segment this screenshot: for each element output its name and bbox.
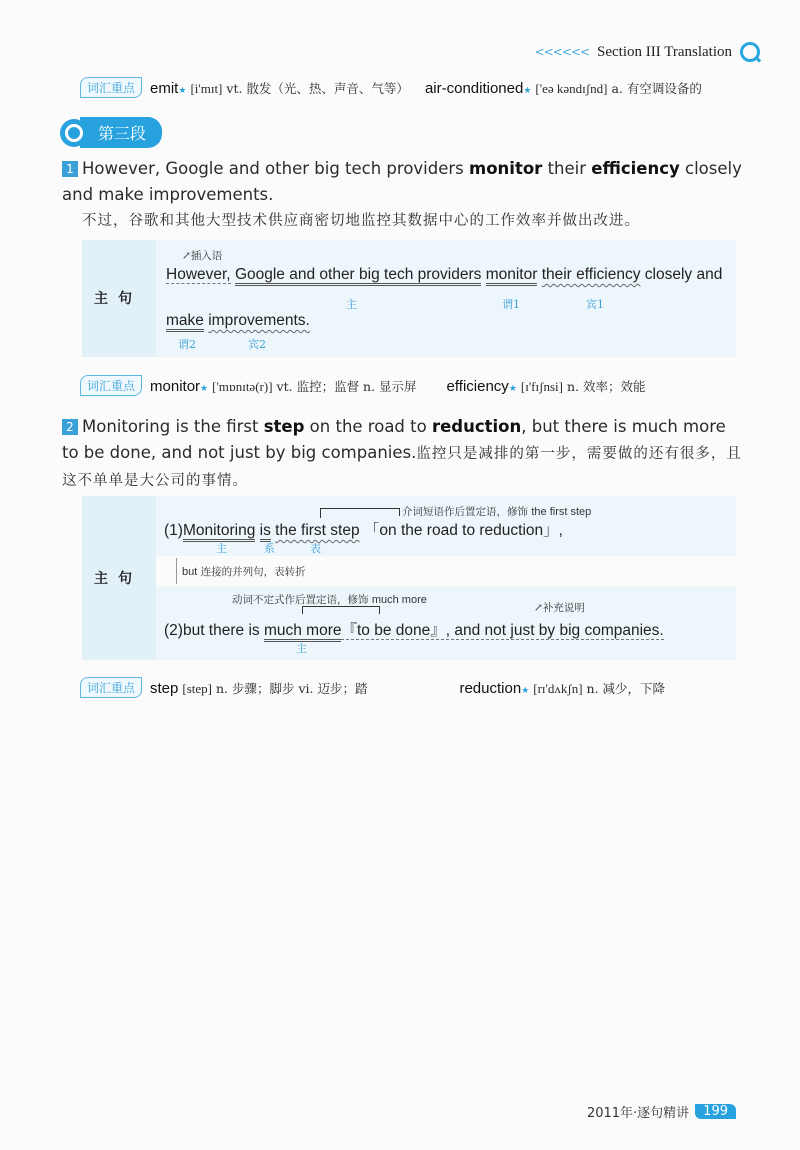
note-supplement: ↗补充说明 (534, 602, 585, 614)
analysis-verb: monitor (486, 266, 538, 286)
note-infinitive: 动词不定式作后置定语，修饰 much more (232, 594, 427, 606)
analysis-line-2 (166, 312, 310, 330)
section-badge-label: 第三段 (80, 117, 162, 148)
section-title: Section III Translation (597, 43, 732, 60)
analysis-verb: make (166, 312, 204, 332)
section-badge (60, 117, 162, 148)
keyword: monitor (469, 159, 543, 178)
analysis-predicative: the first step (275, 522, 360, 539)
vocab-tag: 词汇重点 (80, 375, 142, 396)
tag-verb-2: 谓2 (178, 338, 196, 351)
star-icon: ★ (521, 686, 530, 696)
analysis-linking-verb: is (260, 522, 271, 542)
vocab-phonetic: [i'mɪt] (190, 81, 223, 96)
sentence-text: closely and make improvements. (62, 159, 742, 204)
tag-verb-1: 谓1 (502, 298, 520, 311)
analysis-line-1 (164, 518, 563, 540)
analysis-text: 「on the road to reduction」, (363, 522, 563, 539)
clause-number: (1) (164, 522, 183, 539)
analysis-subject: much more (264, 622, 342, 642)
note-but: but 连接的并列句，表转折 (182, 566, 306, 578)
bracket-line (302, 606, 380, 614)
sentence-translation: 监控只是减排的第一步，需要做的还有很多，且这不单单是大公司的事情。 (62, 446, 742, 489)
sentence-text: However, Google and other big tech providers (82, 159, 470, 178)
tag-linking: 系 (264, 542, 275, 555)
arrows-icon: <<<<<< (534, 45, 589, 59)
tag-object-1: 宾1 (586, 298, 604, 311)
vocab-definition: n. 减少，下降 (586, 681, 666, 696)
vocab-phonetic: [rɪ'dʌkʃn] (533, 681, 583, 696)
vocab-row-top (80, 78, 702, 99)
insert-note: ↗插入语 (182, 250, 223, 262)
analysis-text: but there is (182, 622, 264, 639)
vocab-row-2 (80, 678, 665, 699)
page-number: 199 (695, 1104, 736, 1119)
vocab-phonetic: [ɪ'fɪʃnsi] (520, 379, 563, 394)
sentence-text: Monitoring is the first (82, 417, 264, 436)
sentence-translation: 不过，谷歌和其他大型技术供应商密切地监控其数据中心的工作效率并做出改进。 (82, 213, 640, 229)
sentence-text: their (542, 159, 592, 178)
bracket-line (320, 508, 400, 516)
analysis-box-1 (82, 240, 736, 357)
analysis-object: improvements. (208, 312, 310, 329)
divider-line (176, 558, 177, 584)
tag-subject: 主 (296, 642, 307, 655)
vocab-phonetic: ['mɒnɪtə(r)] (212, 379, 273, 394)
page-header (535, 42, 760, 62)
star-icon: ★ (200, 384, 209, 394)
sentence-text: on the road to (304, 417, 432, 436)
analysis-insert: However, (166, 266, 231, 283)
sentence-number: 1 (62, 161, 78, 177)
vocab-word: efficiency (446, 378, 509, 395)
vocab-definition: n. 效率；效能 (566, 379, 646, 394)
analysis-line-2 (164, 618, 664, 640)
analysis-object: their efficiency (541, 266, 641, 283)
bracket-arrow (320, 508, 321, 518)
vocab-word: emit (150, 80, 179, 97)
sentence-number: 2 (62, 419, 78, 435)
sentence-1 (62, 156, 742, 234)
analysis-subject: Monitoring (183, 522, 255, 542)
keyword: step (263, 417, 305, 436)
tag-object-2: 宾2 (248, 338, 266, 351)
keyword: efficiency (591, 159, 680, 178)
analysis-box-2 (82, 496, 736, 660)
vocab-word: monitor (150, 378, 201, 395)
vocab-tag: 词汇重点 (80, 77, 142, 98)
sentence-2 (62, 414, 742, 494)
page-footer (587, 1102, 736, 1121)
vocab-tag: 词汇重点 (80, 677, 142, 698)
box-label: 主句 (94, 571, 142, 587)
search-logo-icon (740, 42, 760, 62)
analysis-text: closely and (644, 266, 723, 283)
vocab-word: reduction (459, 680, 522, 697)
vocab-definition: a. 有空调设备的 (611, 81, 702, 96)
tag-subject: 主 (346, 298, 357, 311)
star-icon: ★ (178, 86, 187, 96)
search-logo-icon (60, 119, 88, 147)
vocab-phonetic: ['eə kəndɪʃnd] (535, 81, 608, 96)
vocab-row-1 (80, 376, 645, 397)
analysis-content (156, 240, 736, 357)
star-icon: ★ (508, 384, 517, 394)
tag-subject: 主 (216, 542, 227, 555)
vocab-definition: vt. 监控；监督 n. 显示屏 (276, 379, 417, 394)
analysis-text: 『to be done』, and not just by big companies. (341, 622, 664, 639)
analysis-subject: Google and other big tech providers (235, 266, 481, 286)
note-prep-phrase: 介词短语作后置定语，修饰 the first step (402, 506, 592, 518)
vocab-word: air-conditioned (424, 80, 524, 97)
keyword: reduction (431, 417, 522, 436)
clause-number: (2) (164, 622, 183, 639)
vocab-word: step (150, 680, 179, 697)
vocab-definition: n. 步骤；脚步 vi. 迈步；踏 (215, 681, 368, 696)
vocab-phonetic: [step] (182, 681, 212, 696)
sentence-text: , but there is much more to be done, and not just by big companies. (62, 417, 726, 462)
vocab-definition: vt. 散发（光、热、声音、气等） (226, 81, 409, 96)
tag-predicative: 表 (310, 542, 321, 555)
star-icon: ★ (523, 86, 532, 96)
analysis-content (156, 496, 736, 660)
box-label: 主句 (94, 291, 142, 307)
analysis-line-1 (166, 266, 722, 284)
footer-label: 2011年·逐句精讲 (586, 1106, 690, 1121)
